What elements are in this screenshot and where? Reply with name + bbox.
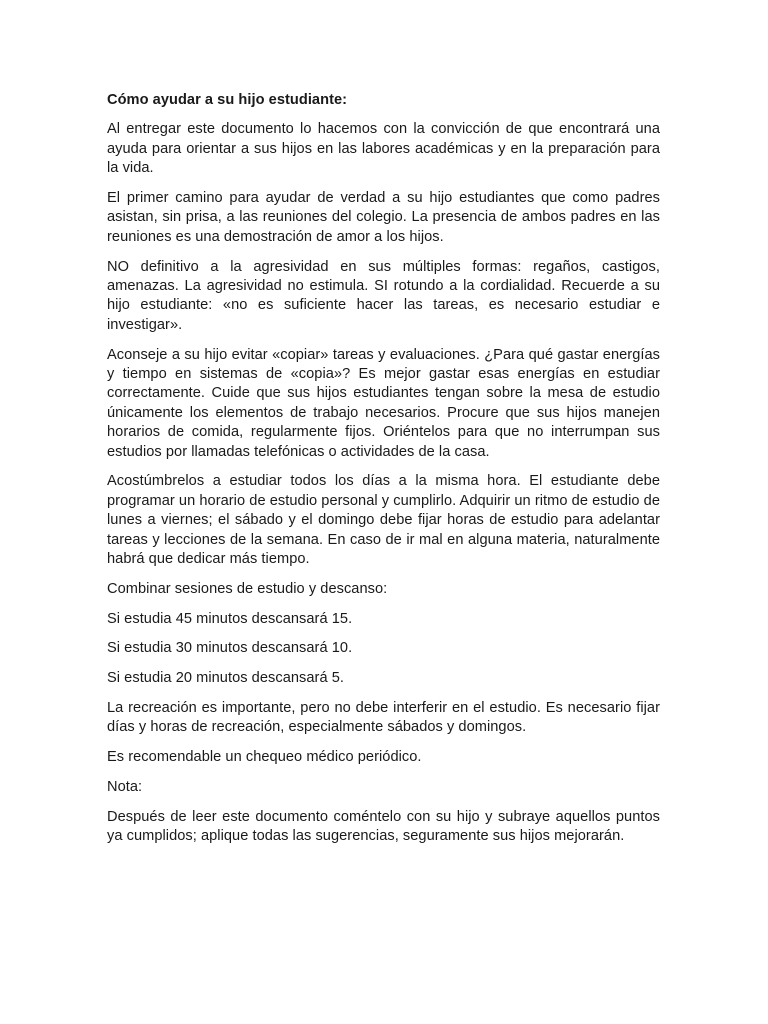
paragraph-note-label: Nota: xyxy=(107,779,143,796)
paragraph-meetings: El primer camino para ayudar de verdad a su hijo estudiantes que como padres asistan, sin prisa, a las reuniones del colegio. La presencia de ambos padres en las reuniones es una demostración de amor a los hijos. xyxy=(107,190,660,245)
document-title: Cómo ayudar a su hijo estudiante: xyxy=(107,92,348,108)
paragraph-aggressiveness: NO definitivo a la agresividad en sus múltiples formas: regaños, castigos, amenazas. La agresividad no estimula. SI rotundo a la cordialidad. Recuerde a su hijo estudiante: «no es suficiente hacer las tareas, es necesario estudiar e investigar». xyxy=(107,258,660,333)
paragraph-copying: Aconseje a su hijo evitar «copiar» tareas y evaluaciones. ¿Para qué gastar energías y tiempo en sistemas de «copia»? Es mejor gastar esas energías en estudiar correctamente. Cuide que sus hijos estudiantes tengan sobre la mesa de estudio únicamente los elementos de trabajo necesarios. Procure que sus hijos manejen horarios de comida, regularmente fijos. Oriéntelos para que no interrumpan sus estudios por llamadas telefónicas o actividades de la casa. xyxy=(107,346,660,460)
paragraph-recreation: La recreación es importante, pero no debe interferir en el estudio. Es necesario fijar días y horas de recreación, especialmente sábados y domingos. xyxy=(107,700,660,736)
paragraph-study-rest-heading: Combinar sesiones de estudio y descanso: xyxy=(107,580,388,597)
paragraph-study-45: Si estudia 45 minutos descansará 15. xyxy=(107,610,353,627)
paragraph-study-20: Si estudia 20 minutos descansará 5. xyxy=(107,670,345,687)
paragraph-schedule: Acostúmbrelos a estudiar todos los días a la misma hora. El estudiante debe programar un horario de estudio personal y cumplirlo. Adquirir un ritmo de estudio de lunes a viernes; el sábado y el domingo debe fijar horas de estudio para adelantar tareas y lecciones de la semana. En caso de ir mal en alguna materia, naturalmente habrá que dedicar más tiempo. xyxy=(107,473,660,568)
paragraph-intro: Al entregar este documento lo hacemos con la convicción de que encontrará una ayuda para orientar a sus hijos en las labores académicas y en la preparación para la vida. xyxy=(107,121,660,177)
paragraph-closing: Después de leer este documento coméntelo con su hijo y subraye aquellos puntos ya cumplidos; aplique todas las sugerencias, seguramente sus hijos mejorarán. xyxy=(107,808,660,845)
document-body xyxy=(107,91,660,857)
paragraph-medical-checkup: Es recomendable un chequeo médico periódico. xyxy=(107,749,422,766)
paragraph-study-30: Si estudia 30 minutos descansará 10. xyxy=(107,640,353,657)
